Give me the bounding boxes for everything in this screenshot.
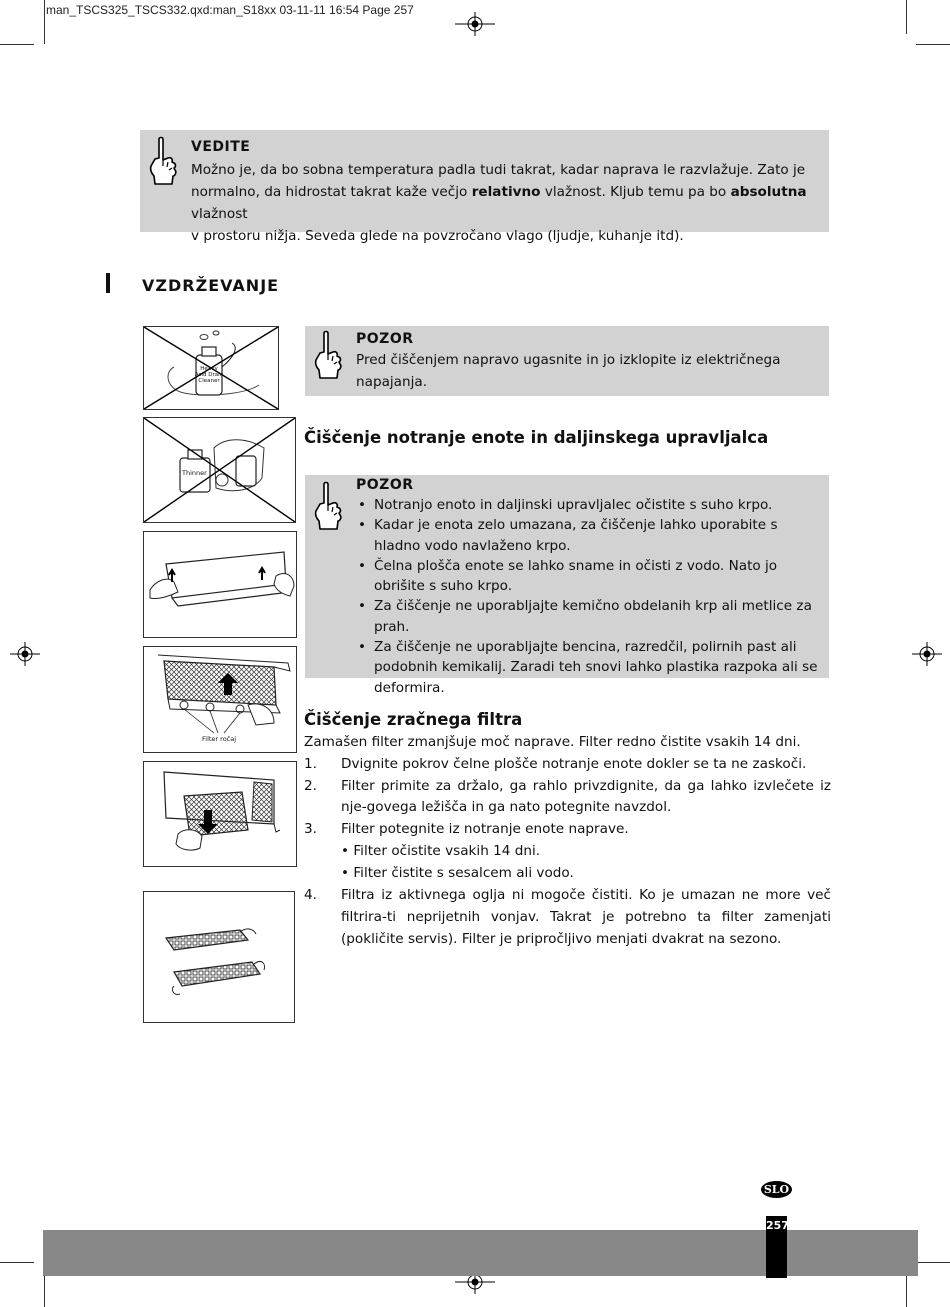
list-item: 1. Dvignite pokrov čelne plošče notranje enote dokler se ta ne zaskoči.	[304, 756, 807, 772]
list-item: • Za čiščenje ne uporabljajte kemično obdelanih krp ali metlice za prah.	[356, 596, 822, 637]
note-vedite-line: Možno je, da bo sobna temperatura padla tudi takrat, kadar naprava le razvlažuje. Zato je	[191, 162, 806, 178]
sub-list-item: • Filter čistite s sesalcem ali vodo.	[341, 864, 574, 881]
list-item: 4. Filtra iz aktivnega oglja ni mogoče čistiti. Ko je umazan ne more več filtrira-ti neprijetnih vonjav. Takrat je potrebno ta filter zamenjati (pokličite servis). Filter je pripročljivo menjati dvakrat na sezono.	[304, 887, 831, 947]
list-item: 3. Filter potegnite iz notranje enote naprave.	[304, 821, 629, 838]
note-pozor-text: Pred čiščenjem napravo ugasnite in jo izklopite iz električnega napajanja.	[356, 352, 781, 390]
thinner-illustration	[144, 418, 295, 522]
figure-wash-filter	[143, 891, 295, 1023]
note-pozor-cleaning	[305, 475, 829, 696]
note-pozor-title: POZOR	[356, 331, 414, 347]
section-marker	[106, 273, 110, 293]
pull-filter-illustration	[144, 762, 296, 866]
figure-label: Thinner	[182, 469, 207, 477]
page-number: 257	[766, 1219, 789, 1232]
registration-mark-top	[455, 12, 495, 36]
list-item: • Kadar je enota zelo umazana, za čiščenje lahko uporabite s hladno vodo navlaženo krpo.	[356, 515, 822, 556]
registration-mark-right	[912, 642, 942, 666]
figure-filter-handle	[143, 646, 297, 753]
list-item: • Za čiščenje ne uporabljajte bencina, razredčil, polirnih past ali podobnih kemikalij. Zaradi teh snovi lahko plastika razpoka ali se deformira.	[356, 637, 822, 698]
registration-mark-left	[10, 642, 40, 666]
section-title: VZDRŽEVANJE	[142, 276, 280, 295]
wash-filter-illustration	[144, 892, 294, 1022]
note-vedite-text	[191, 159, 821, 247]
front-panel-illustration	[144, 532, 296, 637]
language-badge: SLO	[761, 1181, 792, 1198]
figure-no-thinner	[143, 417, 296, 523]
print-slug: man_TSCS325_TSCS332.qxd:man_S18xx 03-11-11 16:54 Page 257	[46, 3, 414, 17]
figure-label: Heavy Acid Drain Cleaner	[194, 366, 224, 384]
pointing-hand-icon	[311, 330, 343, 384]
figure-no-acid-cleaner	[143, 326, 279, 410]
note-vedite	[140, 130, 829, 244]
note-vedite-line: normalno, da hidrostat takrat kaže večjo relativno vlažnost. Kljub temu pa bo absolutna vlažnost	[191, 184, 807, 222]
figure-front-panel	[143, 531, 297, 638]
figure-label: Filter ročaj	[202, 735, 237, 743]
note-pozor-title: POZOR	[356, 477, 414, 493]
sub-list-item: • Filter očistite vsakih 14 dni.	[341, 842, 541, 859]
heading-cleaning-inner: Čiščenje notranje enote in daljinskega upravljalca	[304, 428, 769, 447]
list-item: • Čelna plošča enote se lahko sname in očisti z vodo. Nato jo obrišite s suho krpo.	[356, 556, 822, 597]
note-vedite-line: v prostoru nižja. Seveda glede na povzročano vlago (ljudje, kuhanje itd).	[191, 228, 684, 244]
list-item: • Notranjo enoto in daljinski upravljalec očistite s suho krpo.	[356, 495, 822, 515]
note-vedite-title: VEDITE	[191, 139, 251, 155]
filter-intro: Zamašen filter zmanjšuje moč naprave. Filter redno čistite vsakih 14 dni.	[304, 734, 801, 750]
figure-pull-filter	[143, 761, 297, 867]
heading-cleaning-filter: Čiščenje zračnega filtra	[304, 710, 523, 729]
note-pozor-power	[305, 326, 829, 396]
pointing-hand-icon	[311, 481, 343, 535]
pointing-hand-icon	[146, 136, 178, 190]
list-item: 2. Filter primite za držalo, ga rahlo privzdignite, da ga lahko izvlečete iz nje-govega ležišča in ga nato potegnite navzdol.	[304, 777, 831, 816]
filter-steps	[304, 754, 831, 950]
cleaning-bullet-list	[356, 495, 822, 698]
